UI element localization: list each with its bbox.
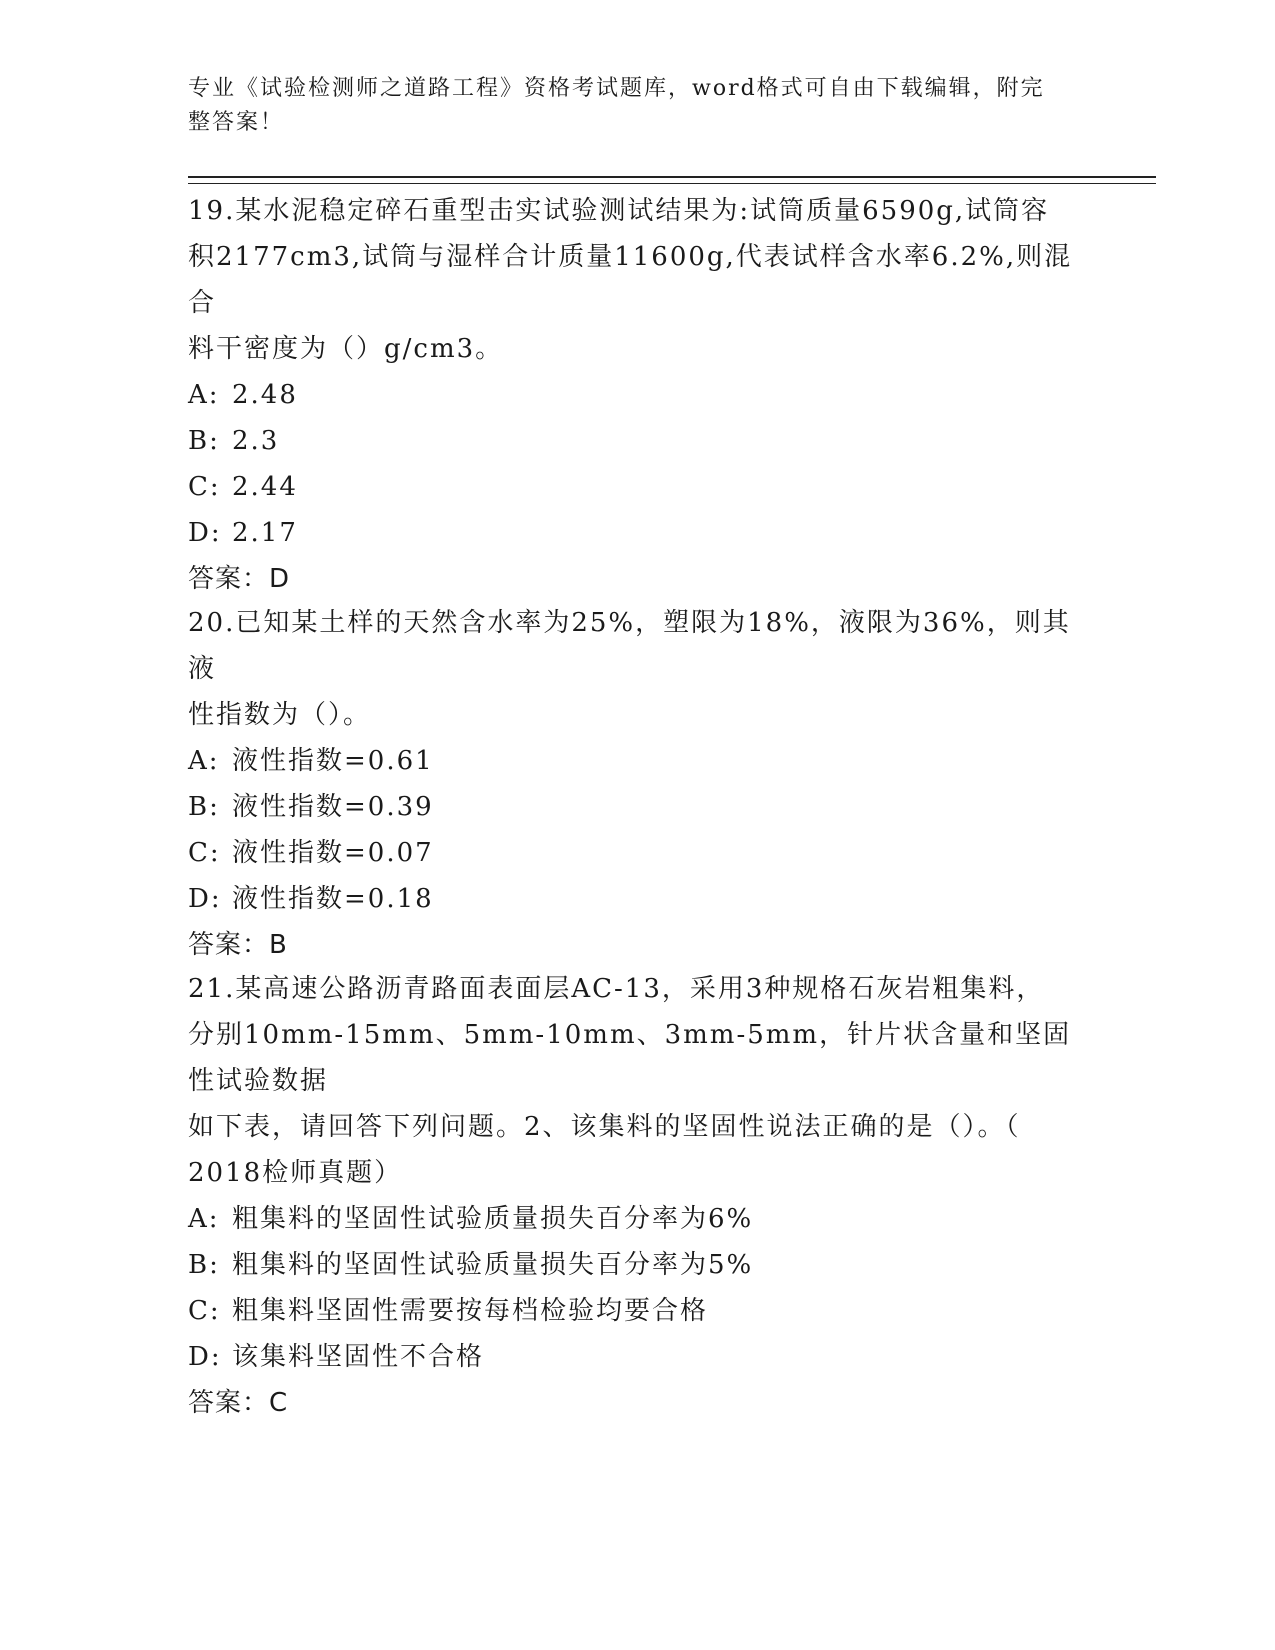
option-key: C: (188, 838, 221, 868)
option-a (188, 372, 1088, 418)
option-a (188, 738, 1088, 784)
option-b (188, 784, 1088, 830)
option-key: B: (188, 1250, 220, 1280)
option-text: 2.17 (232, 518, 298, 548)
option-c (188, 464, 1088, 510)
answer: 答案：B (188, 930, 288, 960)
option-text: 粗集料的坚固性试验质量损失百分率为5% (232, 1250, 754, 1280)
stem-line: 分别10mm-15mm、5mm-10mm、3mm-5mm，针片状含量和坚固性试验数据 (188, 1020, 1072, 1096)
option-key: C: (188, 472, 221, 502)
option-text: 液性指数=0.39 (232, 792, 434, 822)
option-key: C: (188, 1296, 221, 1326)
document-header (188, 72, 1068, 140)
option-d (188, 876, 1088, 922)
option-d (188, 510, 1088, 556)
option-key: D: (188, 518, 222, 548)
stem-line: 料干密度为（）g/cm3。 (188, 334, 504, 364)
option-key: B: (188, 792, 220, 822)
stem-line: 2018检师真题） (188, 1158, 403, 1188)
header-divider-thin (188, 183, 1156, 184)
answer: 答案：C (188, 1388, 289, 1418)
option-key: A: (188, 380, 220, 410)
question-21 (188, 966, 1088, 1426)
stem-line: 积2177cm3,试筒与湿样合计质量11600g,代表试样含水率6.2%,则混合 (188, 242, 1073, 318)
option-text: 液性指数=0.18 (232, 884, 434, 914)
option-d (188, 1334, 1088, 1380)
stem-line: 19.某水泥稳定碎石重型击实试验测试结果为:试筒质量6590g,试筒容 (188, 196, 1050, 226)
option-b (188, 1242, 1088, 1288)
header-line-2: 整答案！ (188, 110, 285, 135)
option-c (188, 830, 1088, 876)
option-text: 液性指数=0.07 (232, 838, 434, 868)
option-text: 2.48 (232, 380, 298, 410)
stem-line: 如下表，请回答下列问题。2、该集料的坚固性说法正确的是（）。（ (188, 1112, 1021, 1142)
answer: 答案：D (188, 564, 291, 594)
option-text: 粗集料的坚固性试验质量损失百分率为6% (232, 1204, 754, 1234)
option-text: 该集料坚固性不合格 (232, 1342, 485, 1372)
option-c (188, 1288, 1088, 1334)
option-key: B: (188, 426, 220, 456)
option-key: A: (188, 746, 220, 776)
stem-line: 性指数为（）。 (188, 700, 372, 730)
question-19 (188, 188, 1088, 602)
question-stem (188, 188, 1088, 372)
option-text: 2.44 (232, 472, 298, 502)
header-divider-thick (188, 176, 1156, 178)
header-line-1: 专业《试验检测师之道路工程》资格考试题库，word格式可自由下载编辑，附完 (188, 76, 1045, 101)
question-stem (188, 966, 1088, 1196)
option-key: D: (188, 1342, 222, 1372)
option-key: A: (188, 1204, 220, 1234)
question-20 (188, 600, 1088, 968)
option-a (188, 1196, 1088, 1242)
option-key: D: (188, 884, 222, 914)
stem-line: 20.已知某土样的天然含水率为25%，塑限为18%，液限为36%，则其液 (188, 608, 1071, 684)
option-text: 2.3 (232, 426, 280, 456)
option-b (188, 418, 1088, 464)
option-text: 液性指数=0.61 (232, 746, 434, 776)
stem-line: 21.某高速公路沥青路面表面层AC-13，采用3种规格石灰岩粗集料， (188, 974, 1045, 1004)
option-text: 粗集料坚固性需要按每档检验均要合格 (232, 1296, 709, 1326)
question-stem (188, 600, 1088, 738)
